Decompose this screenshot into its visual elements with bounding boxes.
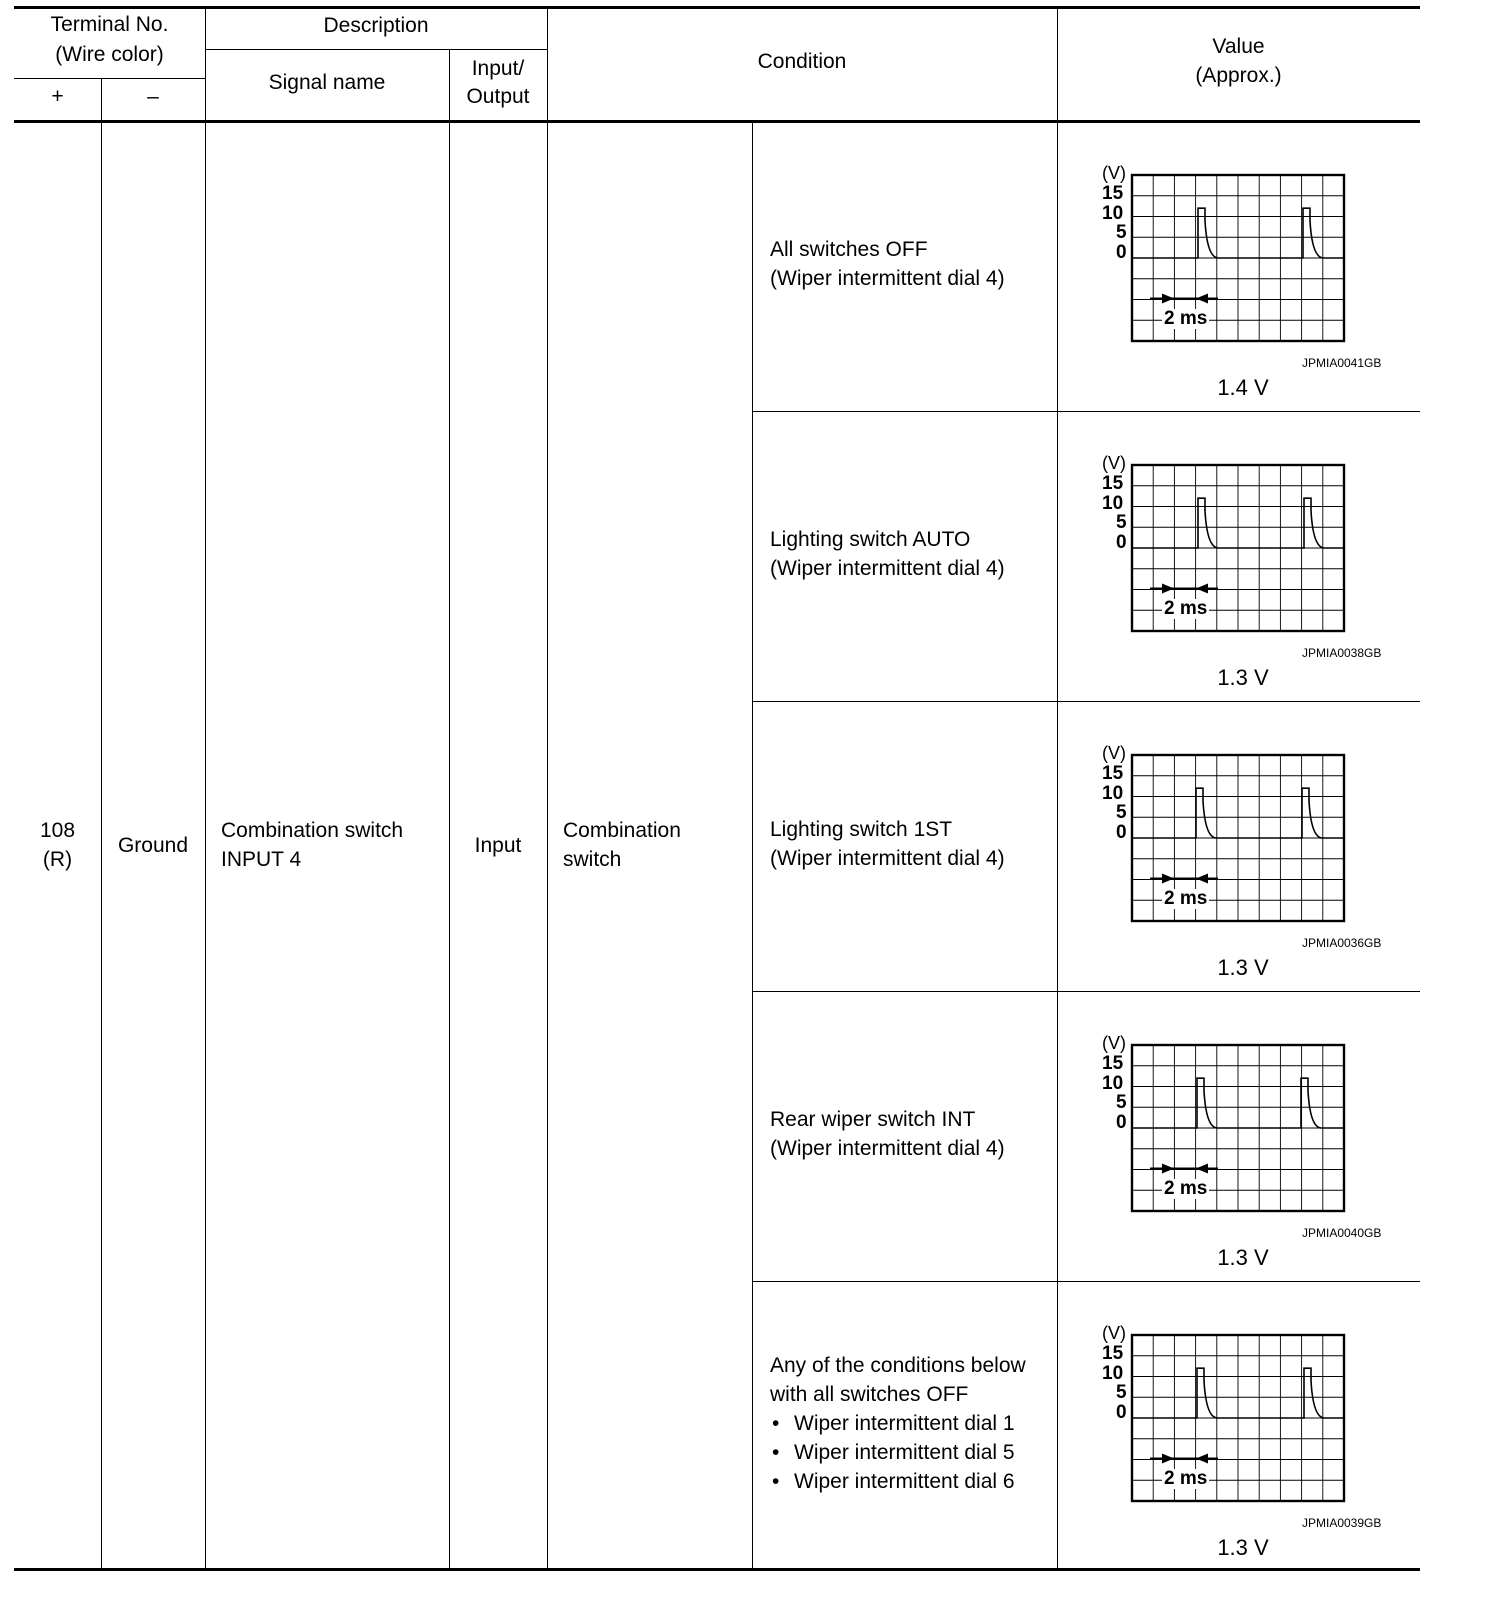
header-terminal-no: Terminal No. (50, 13, 169, 36)
figure-code-1: JPMIA0041GB (1302, 356, 1382, 370)
scope-1-y15-label: 15 (1102, 183, 1124, 204)
condition-5-line2: with all switches OFF (770, 1383, 969, 1406)
scope-5-arrow-left (1162, 1454, 1174, 1464)
figure-code-5: JPMIA0039GB (1302, 1516, 1382, 1530)
condition-5-bullet-2: • Wiper intermittent dial 5 (770, 1438, 1026, 1467)
terminal-plus-color: (R) (42, 848, 73, 871)
condition-main-line1: Combination (563, 819, 681, 842)
condition-3-line1: Lighting switch 1ST (770, 818, 953, 841)
scope-5-arrow-right (1196, 1454, 1208, 1464)
header-description: Description (323, 14, 429, 37)
scope-2-time-label: 2 ms (1164, 598, 1208, 619)
row-divider-2 (752, 701, 1420, 702)
scope-2-y15-label: 15 (1102, 473, 1124, 494)
scope-5-y15-label: 15 (1102, 1343, 1124, 1364)
scope-4-y10-label: 10 (1102, 1073, 1124, 1094)
scope-5-y0-label: 0 (1116, 1402, 1127, 1423)
scope-5-time-label: 2 ms (1164, 1468, 1208, 1489)
header-bottom-border (14, 120, 1420, 123)
terminal-minus-value: Ground (117, 834, 189, 857)
col-divider-plus-minus (101, 78, 102, 1570)
io-value: Input (474, 834, 522, 857)
scope-2-y0-label: 0 (1116, 532, 1127, 553)
value-2: 1.3 V (1217, 665, 1269, 690)
condition-4 (770, 1105, 1005, 1163)
table-bottom-border (14, 1568, 1420, 1571)
figure-code-2: JPMIA0038GB (1302, 646, 1382, 660)
scope-5-unit-label: (V) (1102, 1323, 1126, 1343)
scope-1-arrow-right (1196, 294, 1208, 304)
col-divider-signal-io (449, 49, 450, 1570)
scope-3-y5-label: 5 (1116, 802, 1127, 823)
header-condition: Condition (757, 50, 847, 73)
condition-1-line1: All switches OFF (770, 238, 928, 261)
condition-4-line2: (Wiper intermittent dial 4) (770, 1137, 1005, 1160)
condition-2 (770, 525, 1005, 583)
scope-3-y10-label: 10 (1102, 783, 1124, 804)
header-wire-color: (Wire color) (55, 43, 164, 66)
condition-1-line2: (Wiper intermittent dial 4) (770, 267, 1005, 290)
row-divider-3 (752, 991, 1420, 992)
condition-5 (770, 1351, 1026, 1496)
scope-2-unit-label: (V) (1102, 453, 1126, 473)
scope-2-y5-label: 5 (1116, 512, 1127, 533)
scope-5-y10-label: 10 (1102, 1363, 1124, 1384)
value-1: 1.4 V (1217, 375, 1269, 400)
row-divider-4 (752, 1281, 1420, 1282)
scope-4-unit-label: (V) (1102, 1033, 1126, 1053)
scope-5-y5-label: 5 (1116, 1382, 1127, 1403)
table-top-border (14, 6, 1420, 9)
header-plus: + (51, 85, 64, 108)
condition-2-line1: Lighting switch AUTO (770, 528, 971, 551)
condition-1 (770, 235, 1005, 293)
figure-code-4: JPMIA0040GB (1302, 1226, 1382, 1240)
figure-code-3: JPMIA0036GB (1302, 936, 1382, 950)
col-divider-terminal-desc (205, 6, 206, 1570)
scope-3-arrow-right (1196, 874, 1208, 884)
header-value-line1: Value (1212, 35, 1265, 58)
header-io-line2: Output (466, 85, 530, 108)
condition-main-line2: switch (563, 848, 622, 871)
value-4: 1.3 V (1217, 1245, 1269, 1270)
scope-4-y15-label: 15 (1102, 1053, 1124, 1074)
scope-3-arrow-left (1162, 874, 1174, 884)
value-3: 1.3 V (1217, 955, 1269, 980)
scope-3-y15-label: 15 (1102, 763, 1124, 784)
scope-1-y0-label: 0 (1116, 242, 1127, 263)
scope-4-y0-label: 0 (1116, 1112, 1127, 1133)
condition-5-line1: Any of the conditions below (770, 1354, 1026, 1377)
scope-4-y5-label: 5 (1116, 1092, 1127, 1113)
condition-5-bullet-3: • Wiper intermittent dial 6 (770, 1467, 1026, 1496)
scope-2-arrow-left (1162, 584, 1174, 594)
condition-3 (770, 815, 1005, 873)
scope-4-time-label: 2 ms (1164, 1178, 1208, 1199)
condition-2-line2: (Wiper intermittent dial 4) (770, 557, 1005, 580)
col-divider-desc-condition (547, 6, 548, 1570)
col-divider-condition-sub (752, 122, 753, 1570)
col-divider-condition-value (1057, 6, 1058, 1570)
header-io-line1: Input/ (471, 57, 525, 80)
header-minus: – (147, 85, 159, 108)
scope-1-y10-label: 10 (1102, 203, 1124, 224)
row-divider-1 (752, 411, 1420, 412)
scope-3-y0-label: 0 (1116, 822, 1127, 843)
scope-4-arrow-left (1162, 1164, 1174, 1174)
condition-3-line2: (Wiper intermittent dial 4) (770, 847, 1005, 870)
header-value-line2: (Approx.) (1195, 64, 1282, 87)
scope-3-unit-label: (V) (1102, 743, 1126, 763)
scope-2-y10-label: 10 (1102, 493, 1124, 514)
signal-name-line1: Combination switch (221, 819, 404, 842)
scope-1-y5-label: 5 (1116, 222, 1127, 243)
scope-1-time-label: 2 ms (1164, 308, 1208, 329)
header-signal-name: Signal name (268, 71, 386, 94)
terminal-subheader-line (14, 78, 205, 79)
scope-1-unit-label: (V) (1102, 163, 1126, 183)
terminal-plus-number: 108 (39, 819, 76, 842)
scope-3-time-label: 2 ms (1164, 888, 1208, 909)
scope-2-arrow-right (1196, 584, 1208, 594)
description-subheader-line (205, 49, 548, 50)
signal-name-line2: INPUT 4 (221, 848, 302, 871)
value-5: 1.3 V (1217, 1535, 1269, 1560)
condition-5-bullet-1: • Wiper intermittent dial 1 (770, 1409, 1026, 1438)
condition-4-line1: Rear wiper switch INT (770, 1108, 976, 1131)
scope-4-arrow-right (1196, 1164, 1208, 1174)
scope-1-arrow-left (1162, 294, 1174, 304)
